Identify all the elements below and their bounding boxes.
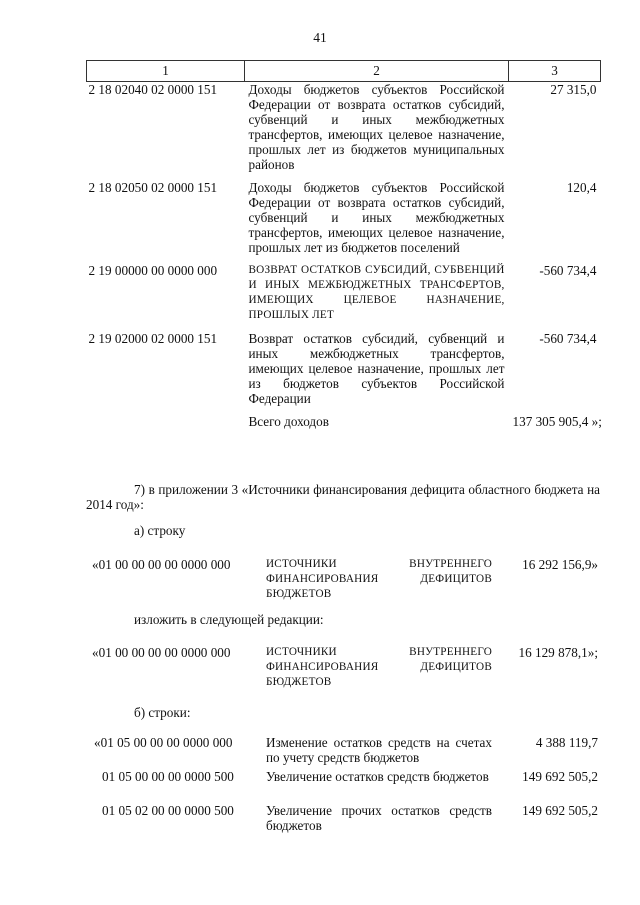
- total-amount: 137 305 905,4 »;: [512, 414, 602, 429]
- source-row: [86, 803, 600, 835]
- revenue-table: [86, 60, 601, 429]
- amount: 4 388 119,7: [535, 735, 598, 750]
- budget-code: «01 00 00 00 00 0000 000: [92, 645, 231, 660]
- budget-code: 2 19 02000 02 0000 151: [88, 331, 218, 346]
- source-name: Увеличение остатков средств бюджетов: [266, 769, 489, 784]
- budget-code: 01 05 00 00 00 0000 500: [102, 769, 234, 784]
- item-7-paragraph: 7) в приложении 3 «Источники финансирования дефицита областного бюджета на 2014 год»:: [86, 482, 600, 512]
- table-row: [87, 323, 601, 406]
- column-header: 1: [87, 61, 245, 82]
- amount: 16 129 878,1»;: [518, 645, 598, 660]
- amount: -560 734,4: [539, 331, 597, 346]
- source-name: ИСТОЧНИКИ ВНУТРЕННЕГО ФИНАНСИРОВАНИЯ ДЕФИЦИТОВ БЮДЖЕТОВ: [266, 558, 492, 600]
- table-row: [87, 406, 601, 429]
- table-header-row: [87, 61, 601, 82]
- budget-code: 2 18 02050 02 0000 151: [88, 180, 218, 195]
- budget-code: [87, 406, 245, 429]
- revenue-name: Доходы бюджетов субъектов Российской Федерации от возврата остатков субсидий, субвенций и иных межбюджетных трансфертов, имеющих целевое назначение, прошлых лет из бюджетов поселений: [248, 180, 505, 255]
- budget-code: «01 05 00 00 00 0000 000: [94, 735, 233, 750]
- page-number: 41: [313, 30, 327, 45]
- amount: 149 692 505,2: [522, 769, 598, 784]
- column-header: 2: [245, 61, 509, 82]
- subitem-a: а) строку: [134, 523, 186, 538]
- source-name: Изменение остатков средств на счетах по учету средств бюджетов: [266, 735, 492, 765]
- revenue-name: Доходы бюджетов субъектов Российской Федерации от возврата остатков субсидий, субвенций и иных межбюджетных трансфертов, имеющих целевое назначение, прошлых лет из бюджетов муниципальных районов: [248, 82, 505, 172]
- amount: 149 692 505,2: [522, 803, 598, 818]
- amount: 120,4: [566, 180, 597, 195]
- budget-code: 2 18 02040 02 0000 151: [88, 82, 218, 97]
- table-row: [87, 172, 601, 255]
- amount: -560 734,4: [539, 263, 597, 278]
- source-row: [86, 645, 600, 688]
- budget-code: 2 19 00000 00 0000 000: [88, 263, 218, 278]
- table-row: [87, 82, 601, 173]
- total-label: Всего доходов: [248, 414, 329, 429]
- source-row: [86, 557, 600, 600]
- source-name: Увеличение прочих остатков средств бюджетов: [266, 803, 492, 833]
- replace-instruction: изложить в следующей редакции:: [134, 612, 324, 627]
- amount: 16 292 156,9»: [522, 557, 598, 572]
- amount: 27 315,0: [550, 82, 597, 97]
- source-row: [86, 735, 600, 767]
- subitem-b: б) строки:: [134, 705, 191, 720]
- budget-code: «01 00 00 00 00 0000 000: [92, 557, 231, 572]
- source-row: [86, 769, 600, 801]
- budget-code: 01 05 02 00 00 0000 500: [102, 803, 234, 818]
- column-header: 3: [509, 61, 601, 82]
- table-row: [87, 255, 601, 323]
- source-name: ИСТОЧНИКИ ВНУТРЕННЕГО ФИНАНСИРОВАНИЯ ДЕФИЦИТОВ БЮДЖЕТОВ: [266, 646, 492, 688]
- revenue-name: Возврат остатков субсидий, субвенций и иных межбюджетных трансфертов, имеющих целевое назначение, прошлых лет из бюджетов субъектов Российской Федерации: [248, 331, 505, 406]
- revenue-name: ВОЗВРАТ ОСТАТКОВ СУБСИДИЙ, СУБВЕНЦИЙ И ИНЫХ МЕЖБЮДЖЕТНЫХ ТРАНСФЕРТОВ, ИМЕЮЩИХ ЦЕЛЕВОЕ НАЗНАЧЕНИЕ, ПРОШЛЫХ ЛЕТ: [248, 264, 505, 321]
